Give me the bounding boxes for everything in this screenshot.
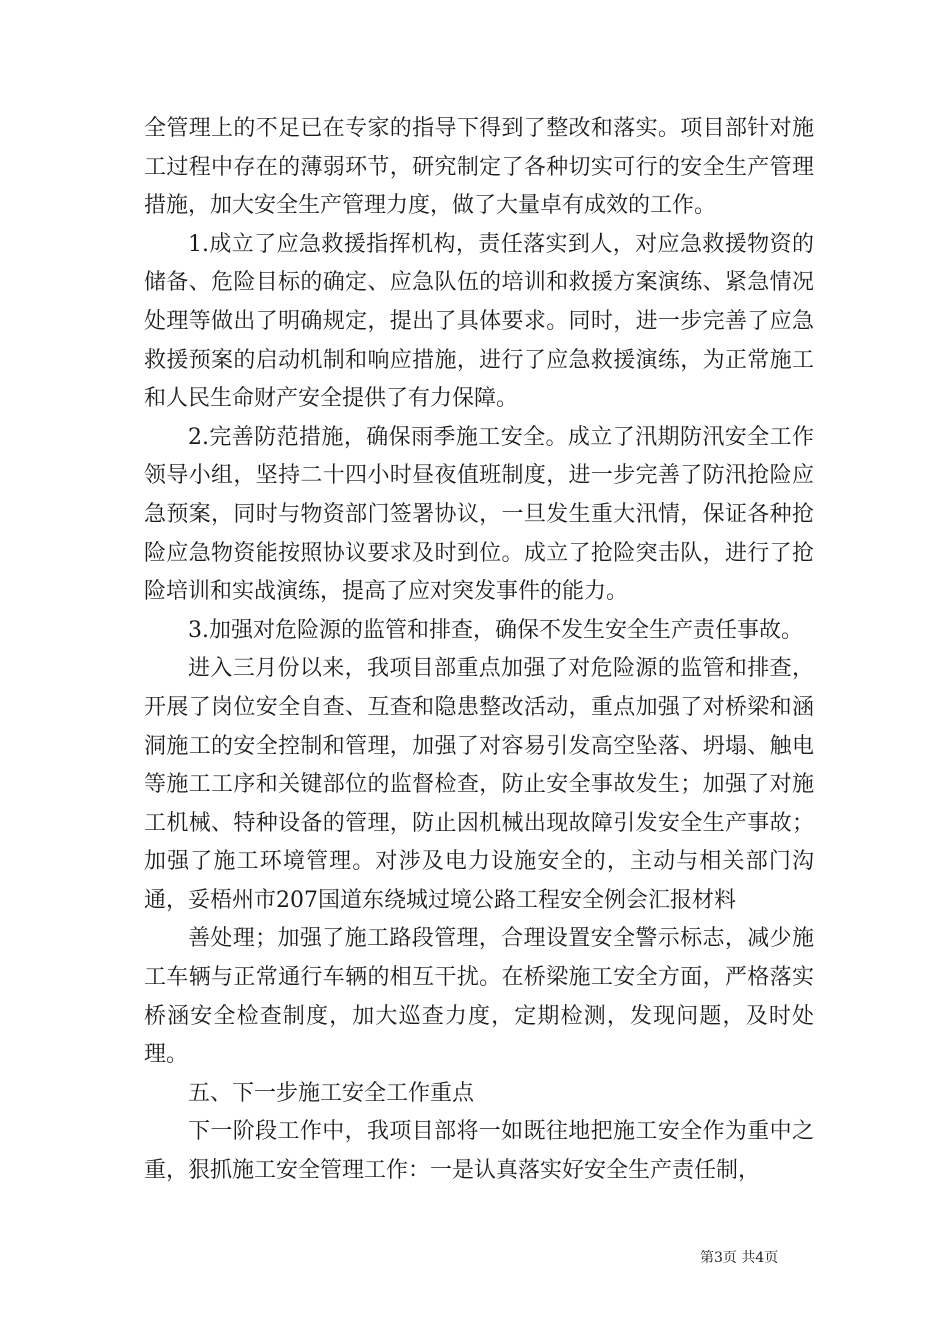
page-number-footer: 第3页 共4页 [700,1250,779,1266]
paragraph-intro: 全管理上的不足已在专家的指导下得到了整改和落实。项目部针对施工过程中存在的薄弱环节，研究制定了各种切实可行的安全生产管理措施，加大安全生产管理力度，做了大量卓有成效的工作。 [144,116,814,219]
paragraph-hazard-inspection: 进入三月份以来，我项目部重点加强了对危险源的监管和排查，开展了岗位安全自查、互查和隐患整改活动，重点加强了对桥梁和涵洞施工的安全控制和管理，加强了对容易引发高空坠落、坍塌、触电等施工工序和关键部位的监督检查，防止安全事故发生；加强了对施工机械、特种设备的管理，防止因机械出现故障引发安全生产事故；加强了施工环境管理。对涉及电力设施安全的，主动与相关部门沟通，妥梧州市207国道东绕城过境公路工程安全例会汇报材料 [144,656,814,913]
paragraph-item-3: 3.加强对危险源的监管和排查，确保不发生安全生产责任事故。 [188,617,803,643]
paragraph-road-management: 善处理；加强了施工路段管理，合理设置安全警示标志，减少施工车辆与正常通行车辆的相互干扰。在桥梁施工安全方面，严格落实桥涵安全检查制度，加大巡查力度，定期检测，发现问题，及时处理。 [144,926,814,1068]
section-heading-next-steps: 五、下一步施工安全工作重点 [188,1080,475,1106]
paragraph-next-phase: 下一阶段工作中，我项目部将一如既往地把施工安全作为重中之重，狠抓施工安全管理工作：一是认真落实好安全生产责任制， [144,1119,814,1184]
document-body [144,110,814,1191]
paragraph-item-2: 2.完善防范措施，确保雨季施工安全。成立了汛期防汛安全工作领导小组，坚持二十四小时昼夜值班制度，进一步完善了防汛抢险应急预案，同时与物资部门签署协议，一旦发生重大汛情，保证各种抢险应急物资能按照协议要求及时到位。成立了抢险突击队，进行了抢险培训和实战演练，提高了应对突发事件的能力。 [144,424,814,605]
paragraph-item-1: 1.成立了应急救援指挥机构，责任落实到人，对应急救援物资的储备、危险目标的确定、应急队伍的培训和救援方案演练、紧急情况处理等做出了明确规定，提出了具体要求。同时，进一步完善了应急救援预案的启动机制和响应措施，进行了应急救援演练，为正常施工和人民生命财产安全提供了有力保障。 [144,231,814,412]
